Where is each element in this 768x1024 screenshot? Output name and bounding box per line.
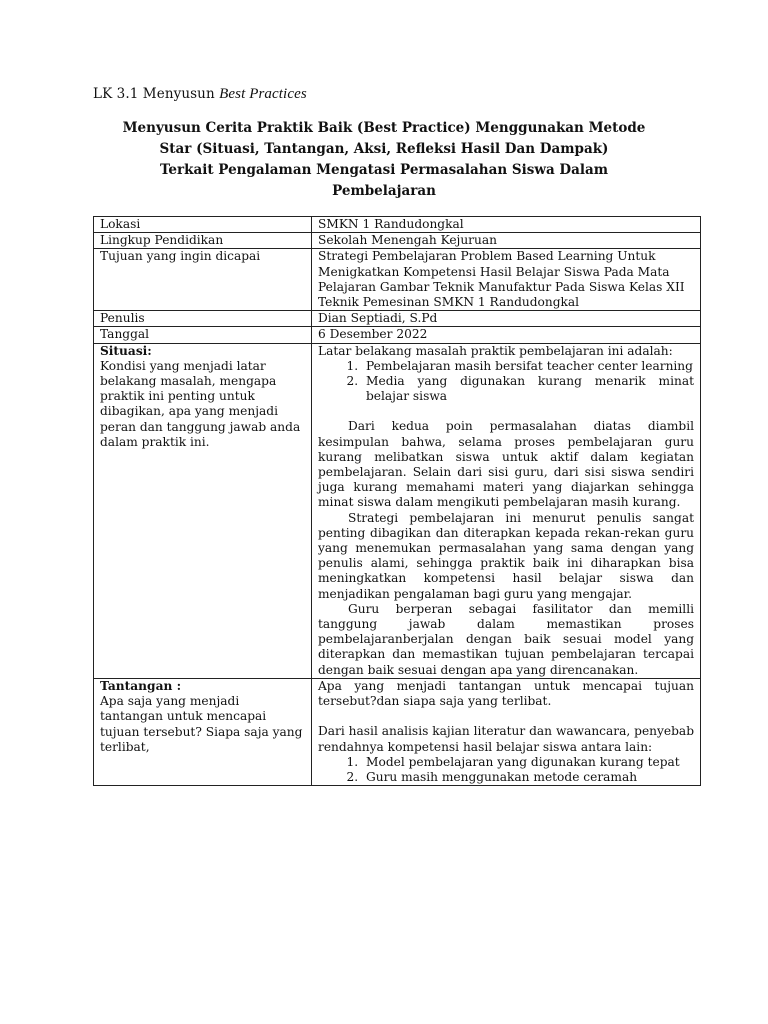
table-row-tanggal: [94, 327, 701, 343]
row-value: Dian Septiadi, S.Pd: [312, 311, 701, 327]
list-item: 1. Model pembelajaran yang digunakan kurang tepat: [362, 755, 694, 770]
tantangan-list: [318, 755, 694, 785]
row-label: Lokasi: [94, 217, 312, 233]
situasi-content-cell: [312, 343, 701, 678]
table-row-penulis: [94, 311, 701, 327]
table-row-lokasi: [94, 217, 701, 233]
tantangan-content-cell: [312, 678, 701, 785]
tantangan-heading: Tantangan :: [100, 678, 182, 693]
situasi-heading: Situasi:: [100, 343, 152, 358]
table-row-situasi: [94, 343, 701, 678]
row-label: Tanggal: [94, 327, 312, 343]
best-practice-table: [93, 216, 701, 786]
table-row-tujuan: [94, 249, 701, 311]
document-title: [100, 118, 668, 202]
row-value: Strategi Pembelajaran Problem Based Learning Untuk Menigkatkan Kompetensi Hasil Belajar Siswa Pada Mata Pelajaran Gambar Teknik Manufaktur Pada Siswa Kelas XII Teknik Pemesinan SMKN 1 Randudongkal: [312, 249, 701, 311]
table-row-tantangan: [94, 678, 701, 785]
tantangan-prompt: Apa saja yang menjadi tantangan untuk mencapai tujuan tersebut? Siapa saja yang terlibat,: [100, 694, 303, 754]
list-item: 2. Guru masih menggunakan metode ceramah: [362, 770, 694, 785]
row-label: Tujuan yang ingin dicapai: [94, 249, 312, 311]
title-line-3: Terkait Pengalaman Mengatasi Permasalahan Siswa Dalam: [159, 162, 609, 178]
row-value: 6 Desember 2022: [312, 327, 701, 343]
situasi-list: [318, 359, 694, 405]
situasi-prompt: Kondisi yang menjadi latar belakang masalah, mengapa praktik ini penting untuk dibagikan, apa yang menjadi peran dan tanggung jawab anda dalam praktik ini.: [100, 358, 301, 449]
title-line-2: Star (Situasi, Tantangan, Aksi, Refleksi Hasil Dan Dampak): [159, 141, 609, 157]
situasi-paragraph-2: Strategi pembelajaran ini menurut penulis sangat penting dibagikan dan diterapkan kepada rekan-rekan guru yang menemukan permasalahan yang sama dengan yang penulis alami, sehingga praktik baik ini diharapkan bisa meningkatkan kompetensi hasil belajar siswa dan menjadikan pengalaman bagi guru yang mengajar.: [318, 510, 694, 601]
situasi-paragraph-1: Dari kedua poin permasalahan diatas diambil kesimpulan bahwa, selama proses pembelajaran guru kurang melibatkan siswa untuk aktif dalam kegiatan pembelajaran. Selain dari sisi guru, dari sisi siswa sendiri juga kurang memahami materi yang diajarkan sehingga minat siswa dalam mengikuti pembelajaran masih kurang.: [318, 419, 694, 510]
row-label: Penulis: [94, 311, 312, 327]
situasi-label-cell: [94, 343, 312, 678]
list-item: 1. Pembelajaran masih bersifat teacher center learning: [362, 359, 694, 374]
situasi-paragraph-3: Guru berperan sebagai fasilitator dan memilli tanggung jawab dalam memastikan proses pembelajaranberjalan dengan baik sesuai model yang diterapkan dan memastikan tujuan pembelajaran tercapai dengan baik sesuai dengan apa yang direncanakan.: [318, 601, 694, 677]
row-label: Lingkup Pendidikan: [94, 233, 312, 249]
title-line-4: Pembelajaran: [332, 183, 436, 199]
title-line-1: Menyusun Cerita Praktik Baik (Best Practice) Menggunakan Metode: [122, 120, 646, 136]
worksheet-label: [93, 86, 307, 103]
tantangan-paragraph-1: Dari hasil analisis kajian literatur dan wawancara, penyebab rendahnya kompetensi hasil belajar siswa antara lain:: [318, 724, 694, 754]
list-item: 2. Media yang digunakan kurang menarik minat belajar siswa: [362, 374, 694, 404]
tantangan-label-cell: [94, 678, 312, 785]
situasi-intro: Latar belakang masalah praktik pembelajaran ini adalah:: [318, 343, 673, 358]
row-value: Sekolah Menengah Kejuruan: [312, 233, 701, 249]
tantangan-intro: Apa yang menjadi tantangan untuk mencapai tujuan tersebut?dan siapa saja yang terlibat.: [318, 678, 694, 709]
worksheet-italic: Best Practices: [219, 86, 307, 102]
worksheet-prefix: LK 3.1 Menyusun: [93, 86, 215, 102]
row-value: SMKN 1 Randudongkal: [312, 217, 701, 233]
table-row-lingkup: [94, 233, 701, 249]
